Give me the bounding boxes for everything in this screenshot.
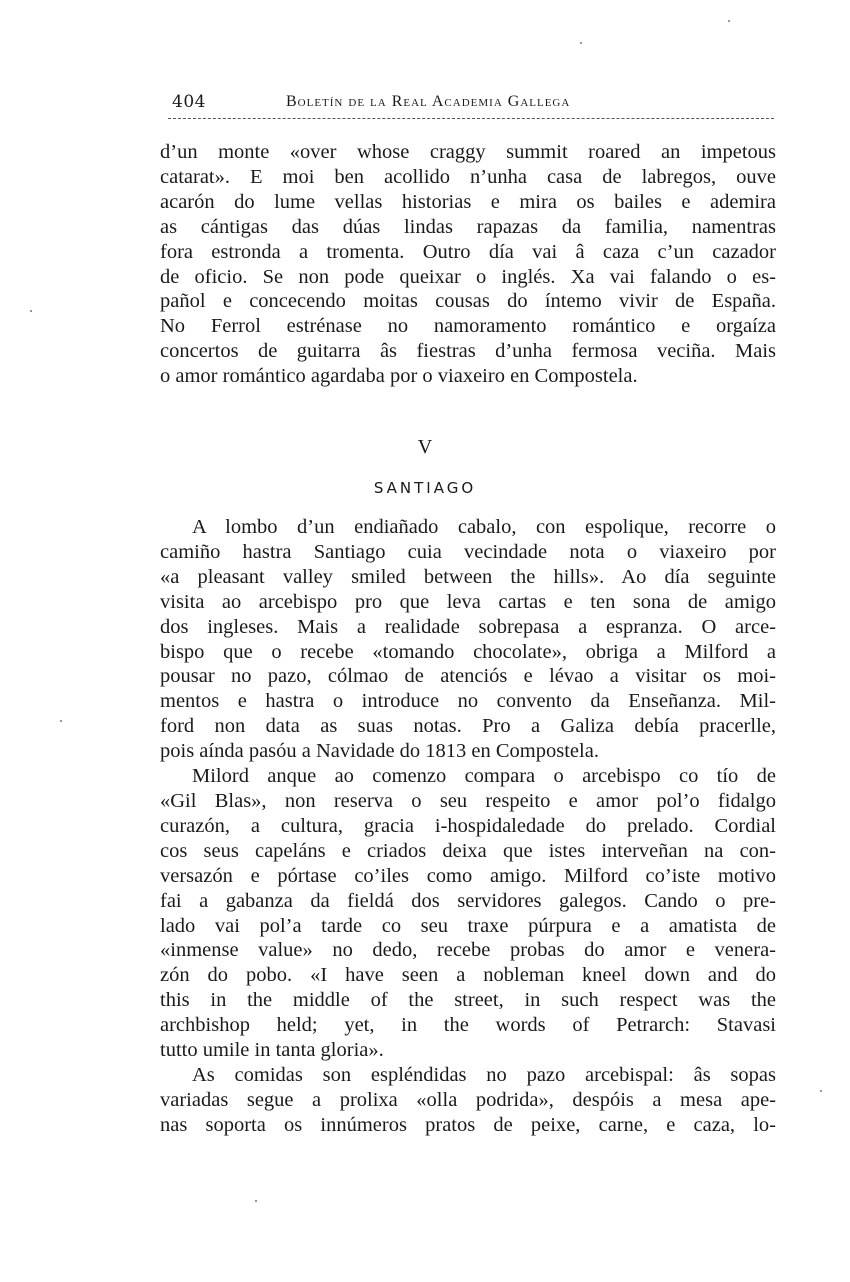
text-line: cos seus capeláns e criados deixa que istes interveñan na con- bbox=[160, 839, 776, 862]
scan-speck bbox=[580, 42, 582, 44]
text-line: As comidas son espléndidas no pazo arcebispal: âs sopas bbox=[192, 1063, 776, 1086]
text-line: No Ferrol estrénase no namoramento romántico e orgaíza bbox=[160, 315, 776, 338]
page-number: 404 bbox=[172, 92, 206, 112]
paragraph bbox=[160, 1063, 776, 1138]
text-line: archbishop held; yet, in the words of Petrarch: Stavasi bbox=[160, 1014, 776, 1037]
running-title: Boletín de la Real Academia Gallega bbox=[286, 93, 571, 110]
text-line: mentos e hastra o introduce no convento da Enseñanza. Mil- bbox=[160, 690, 776, 713]
scan-speck bbox=[820, 1090, 822, 1092]
scan-speck bbox=[60, 720, 62, 722]
text-line: nas soporta os innúmeros pratos de peixe, carne, e caza, lo- bbox=[160, 1113, 776, 1136]
text-line: «Gil Blas», non reserva o seu respeito e amor pol’o fidalgo bbox=[160, 789, 776, 812]
text-line: catarat». E moi ben acollido n’unha casa de labregos, ouve bbox=[160, 165, 776, 188]
text-line: lado vai pol’a tarde co seu traxe púrpura e a amatista de bbox=[160, 914, 776, 937]
text-line: o amor romántico agardaba por o viaxeiro en Compostela. bbox=[160, 365, 638, 388]
section-number: V bbox=[417, 436, 433, 458]
paragraph bbox=[160, 764, 776, 1063]
text-line: ford non data as suas notas. Pro a Galiza debía pracerlle, bbox=[160, 715, 776, 738]
scan-speck bbox=[30, 310, 32, 312]
text-line: visita ao arcebispo pro que leva cartas e ten sona de amigo bbox=[160, 590, 776, 613]
paragraph bbox=[160, 515, 776, 764]
text-line: tutto umile in tanta gloria». bbox=[160, 1039, 384, 1062]
text-line: variadas segue a prolixa «olla podrida», despóis a mesa ape- bbox=[160, 1088, 776, 1111]
running-header bbox=[168, 92, 774, 122]
text-line: bispo que o recebe «tomando chocolate», obriga a Milford a bbox=[160, 640, 776, 663]
text-line: d’un monte «over whose craggy summit roared an impetous bbox=[160, 141, 776, 163]
text-line: A lombo d’un endiañado cabalo, con espolique, recorre o bbox=[192, 516, 776, 538]
text-line: zón do pobo. «I have seen a nobleman kneel down and do bbox=[160, 964, 776, 987]
text-line: «a pleasant valley smiled between the hills». Ao día seguinte bbox=[160, 565, 776, 588]
text-line: dos ingleses. Mais a realidade sobrepasa a espranza. O arce- bbox=[160, 615, 776, 638]
text-line: this in the middle of the street, in such respect was the bbox=[160, 989, 776, 1012]
scan-speck bbox=[255, 1200, 257, 1202]
text-line: fai a gabanza da fieldá dos servidores galegos. Cando o pre- bbox=[160, 889, 776, 912]
text-line: pois aínda pasóu a Navidade do 1813 en Compostela. bbox=[160, 740, 599, 763]
paragraph-continued bbox=[160, 140, 776, 389]
text-line: Milord anque ao comenzo compara o arcebispo co tío de bbox=[192, 765, 776, 788]
text-line: fora estronda a tromenta. Outro día vai â caza c’un cazador bbox=[160, 240, 776, 263]
section-title: SANTIAGO bbox=[373, 479, 477, 497]
text-line: pañol e concecendo moitas cousas do íntemo vivir de España. bbox=[160, 290, 776, 313]
scan-speck bbox=[728, 20, 730, 22]
text-line: as cántigas das dúas lindas rapazas da familia, namentras bbox=[160, 215, 776, 238]
text-line: pousar no pazo, cólmao de atenciós e lévao a visitar os moi- bbox=[160, 665, 776, 688]
text-line: concertos de guitarra âs fiestras d’unha fermosa veciña. Mais bbox=[160, 340, 776, 363]
text-line: «inmense value» no dedo, recebe probas do amor e venera- bbox=[160, 939, 776, 962]
text-line: acarón do lume vellas historias e mira os bailes e ademira bbox=[160, 190, 776, 213]
text-line: curazón, a cultura, gracia i-hospidaledade do prelado. Cordial bbox=[160, 814, 776, 837]
section-body bbox=[160, 515, 776, 1138]
header-rule bbox=[168, 118, 774, 119]
text-line: versazón e pórtase co’iles como amigo. Milford co’iste motivo bbox=[160, 864, 776, 887]
text-line: de oficio. Se non pode queixar o inglés. Xa vai falando o es- bbox=[160, 265, 776, 288]
text-line: camiño hastra Santiago cuia vecindade nota o viaxeiro por bbox=[160, 540, 776, 563]
